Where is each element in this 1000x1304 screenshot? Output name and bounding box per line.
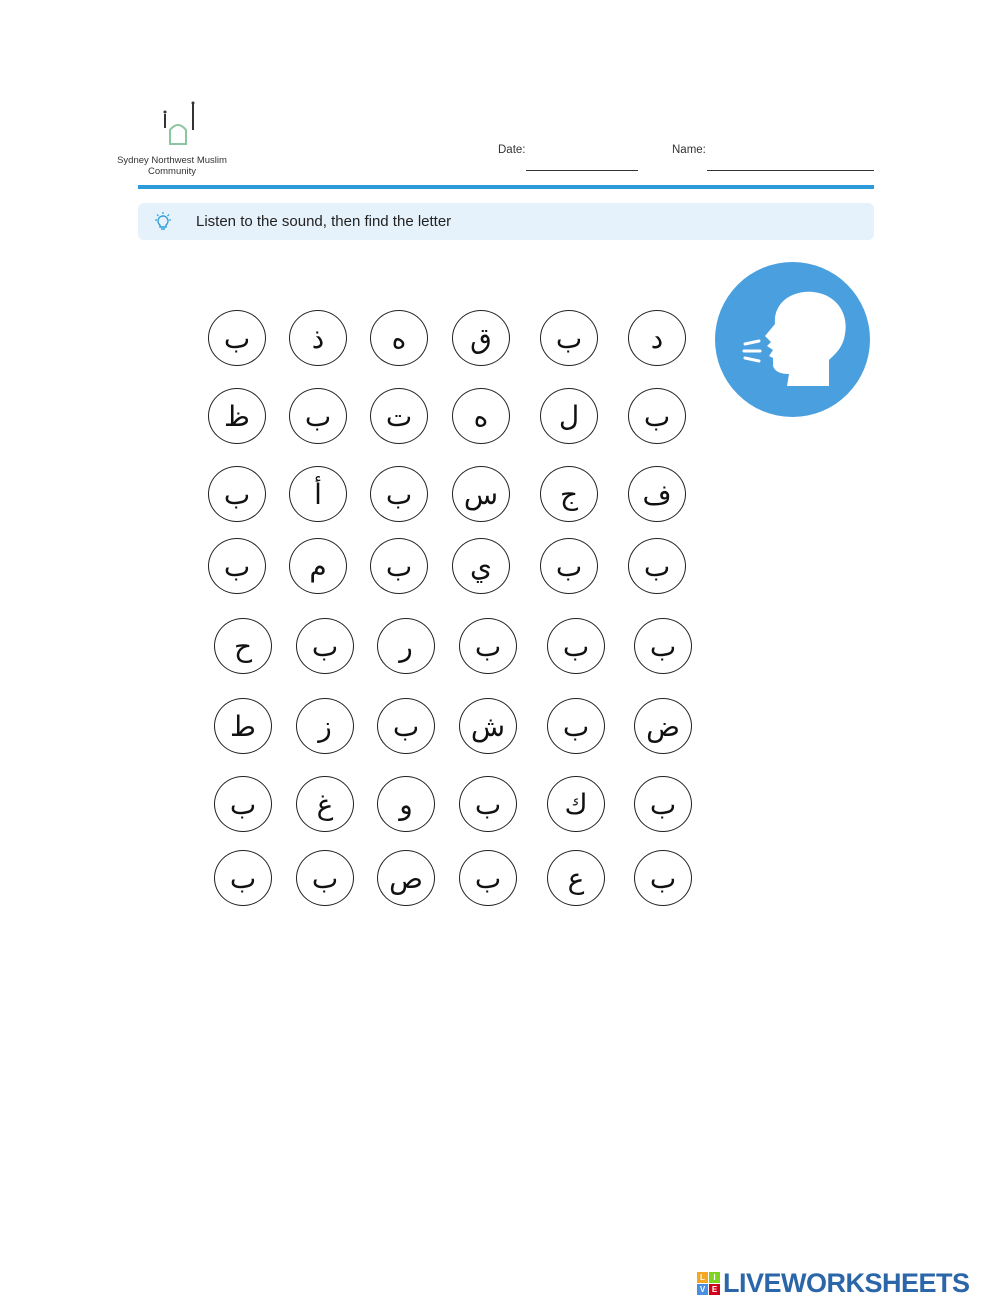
letter-circle[interactable]: ب xyxy=(634,776,692,832)
name-field[interactable] xyxy=(707,170,874,171)
letter-circle[interactable]: ب xyxy=(628,388,686,444)
letter-circle[interactable]: غ xyxy=(296,776,354,832)
letter-circle[interactable]: ب xyxy=(547,618,605,674)
letter-circle[interactable]: ب xyxy=(634,850,692,906)
letter-circle[interactable]: ب xyxy=(214,776,272,832)
letter-circle[interactable]: ع xyxy=(547,850,605,906)
letter-circle[interactable]: ب xyxy=(289,388,347,444)
speaking-head-icon[interactable] xyxy=(715,262,870,417)
letter-circle[interactable]: ذ xyxy=(289,310,347,366)
letter-circle[interactable]: ب xyxy=(459,618,517,674)
date-field[interactable] xyxy=(526,170,638,171)
letter-circle[interactable]: ب xyxy=(208,310,266,366)
letter-circle[interactable]: ب xyxy=(628,538,686,594)
letter-circle[interactable]: م xyxy=(289,538,347,594)
header-divider xyxy=(138,185,874,189)
letter-circle[interactable]: ب xyxy=(296,850,354,906)
letter-circle[interactable]: ش xyxy=(459,698,517,754)
letter-circle[interactable]: ب xyxy=(296,618,354,674)
letter-circle[interactable]: ق xyxy=(452,310,510,366)
letter-circle[interactable]: ب xyxy=(377,698,435,754)
letter-circle[interactable]: ب xyxy=(547,698,605,754)
letter-circle[interactable]: أ xyxy=(289,466,347,522)
lightbulb-icon xyxy=(152,211,174,238)
logo-text: Sydney Northwest Muslim Community xyxy=(117,155,227,177)
letter-circle[interactable]: ب xyxy=(459,850,517,906)
logo xyxy=(112,100,232,186)
letter-circle[interactable]: ه xyxy=(370,310,428,366)
brand-text: LIVEWORKSHEETS xyxy=(723,1268,970,1298)
letter-circle[interactable]: ي xyxy=(452,538,510,594)
letter-circle[interactable]: ح xyxy=(214,618,272,674)
letter-circle[interactable]: ب xyxy=(370,538,428,594)
letter-circle[interactable]: ك xyxy=(547,776,605,832)
letter-circle[interactable]: ف xyxy=(628,466,686,522)
letter-circle[interactable]: ب xyxy=(540,310,598,366)
letter-circle[interactable]: ر xyxy=(377,618,435,674)
letter-circle[interactable]: د xyxy=(628,310,686,366)
letter-circle[interactable]: ب xyxy=(370,466,428,522)
letter-circle[interactable]: ل xyxy=(540,388,598,444)
letter-circle[interactable]: س xyxy=(452,466,510,522)
letter-circle[interactable]: ز xyxy=(296,698,354,754)
letter-circle[interactable]: ج xyxy=(540,466,598,522)
letter-circle[interactable]: ب xyxy=(208,538,266,594)
letter-circle[interactable]: ض xyxy=(634,698,692,754)
letter-circle[interactable]: و xyxy=(377,776,435,832)
letter-circle[interactable]: ب xyxy=(459,776,517,832)
letter-circle[interactable]: ب xyxy=(208,466,266,522)
date-label: Date: xyxy=(498,144,526,156)
letter-circle[interactable]: ت xyxy=(370,388,428,444)
letter-circle[interactable]: ط xyxy=(214,698,272,754)
brand-squares-icon: L I V E xyxy=(697,1272,721,1296)
letter-circle[interactable]: ص xyxy=(377,850,435,906)
letter-circle[interactable]: ظ xyxy=(208,388,266,444)
letter-circle[interactable]: ب xyxy=(634,618,692,674)
name-label: Name: xyxy=(672,144,706,156)
letter-circle[interactable]: ب xyxy=(214,850,272,906)
instruction-text: Listen to the sound, then find the letter xyxy=(196,213,452,230)
instruction-bar xyxy=(138,203,874,240)
letter-circle[interactable]: ب xyxy=(540,538,598,594)
mosque-logo-icon xyxy=(140,100,204,152)
letter-circle[interactable]: ه xyxy=(452,388,510,444)
